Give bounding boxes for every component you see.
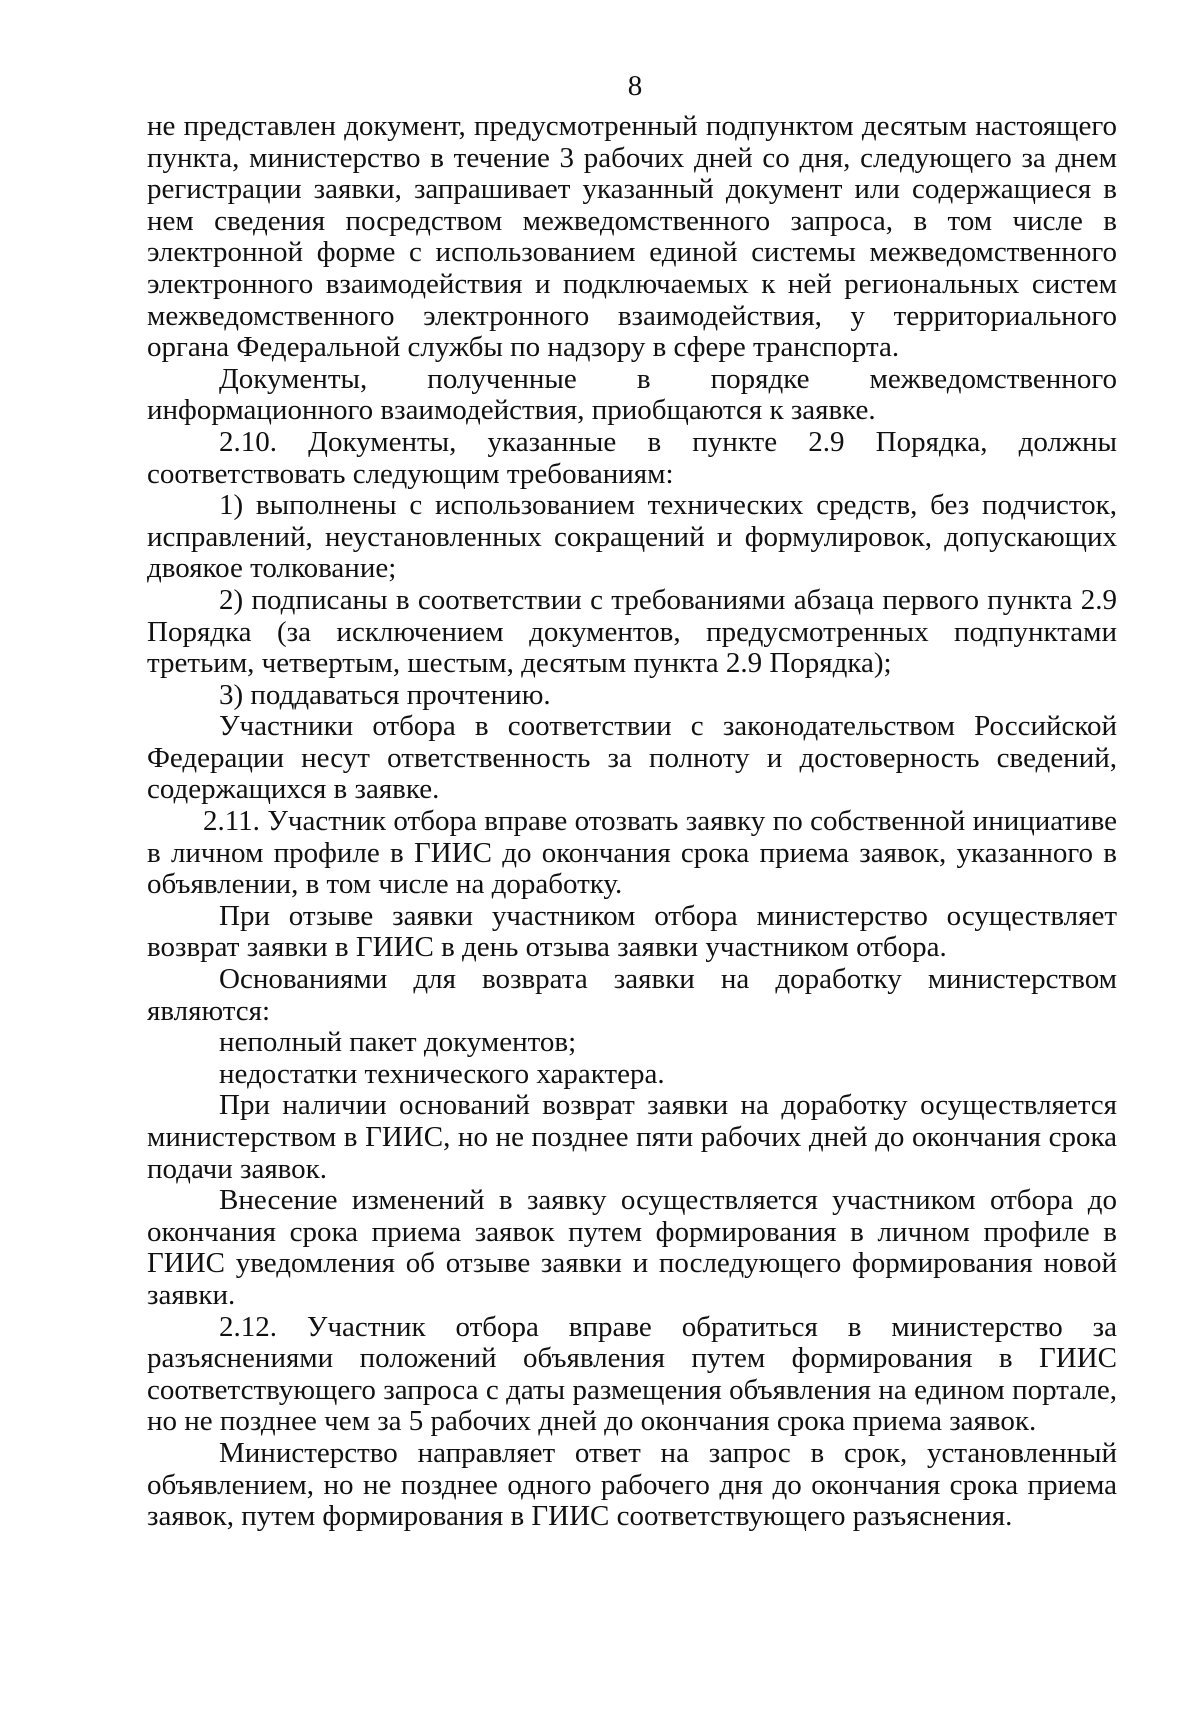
paragraph-ground-2: недостатки технического характера. bbox=[219, 1057, 665, 1090]
paragraph-2-11: 2.11. Участник отбора вправе отозвать заявку по собственной инициативе в личном профиле в ГИИС до окончания срока приема заявок, указанного в объявлении, в том числе на доработку. bbox=[147, 805, 1117, 901]
list-item-1: 1) выполнены с использованием технических средств, без подчисток, исправлений, неустановленных сокращений и формулировок, допускающих двоякое толкование; bbox=[147, 489, 1117, 585]
paragraph-continuation: не представлен документ, предусмотренный подпунктом десятым настоящего пункта, министерство в течение 3 рабочих дней со дня, следующего за днем регистрации заявки, запрашивает указанный документ или содержащиеся в нем сведения посредством межведомственного запроса, в том числе в электронной форме с использованием единой системы межведомственного электронного взаимодействия и подключаемых к ней региональных систем межведомственного электронного взаимодействия, у территориального органа Федеральной службы по надзору в сфере транспорта. bbox=[147, 110, 1117, 364]
paragraph-withdrawal: При отзыве заявки участником отбора министерство осуществляет возврат заявки в ГИИС в день отзыва заявки участником отбора. bbox=[147, 899, 1117, 964]
paragraph-interagency-documents: Документы, полученные в порядке межведомственного информационного взаимодействия, приобщаются к заявке. bbox=[147, 362, 1117, 427]
paragraph-amendments: Внесение изменений в заявку осуществляется участником отбора до окончания срока приема заявок путем формирования в личном профиле в ГИИС уведомления об отзыве заявки и последующего формирования новой заявки. bbox=[147, 1184, 1117, 1311]
paragraph-2-10: 2.10. Документы, указанные в пункте 2.9 Порядка, должны соответствовать следующим требованиям: bbox=[147, 425, 1117, 490]
paragraph-grounds-heading: Основаниями для возврата заявки на доработку министерством являются: bbox=[147, 963, 1117, 1027]
paragraph-ministry-response: Министерство направляет ответ на запрос в срок, установленный объявлением, но не позднее одного рабочего дня до окончания срока приема заявок, путем формирования в ГИИС соответствующего разъяснения. bbox=[147, 1436, 1117, 1533]
list-item-3: 3) поддаваться прочтению. bbox=[219, 678, 551, 711]
paragraph-2-12: 2.12. Участник отбора вправе обратиться в министерство за разъяснениями положений объявления путем формирования в ГИИС соответствующего запроса с даты размещения объявления на едином портале, но не позднее чем за 5 рабочих дней до окончания срока приема заявок. bbox=[147, 1310, 1117, 1438]
paragraph-return-deadline: При наличии оснований возврат заявки на доработку осуществляется министерством в ГИИС, но не позднее пяти рабочих дней до окончания срока подачи заявок. bbox=[147, 1089, 1117, 1185]
paragraph-responsibility: Участники отбора в соответствии с законодательством Российской Федерации несут ответственность за полноту и достоверность сведений, содержащихся в заявке. bbox=[147, 710, 1117, 806]
paragraph-ground-1: неполный пакет документов; bbox=[219, 1026, 577, 1059]
page-number: 8 bbox=[627, 70, 643, 102]
list-item-2: 2) подписаны в соответствии с требованиями абзаца первого пункта 2.9 Порядка (за исключением документов, предусмотренных подпунктами третьим, четвертым, шестым, десятым пункта 2.9 Порядка); bbox=[147, 583, 1117, 680]
document-body bbox=[147, 111, 1117, 1533]
